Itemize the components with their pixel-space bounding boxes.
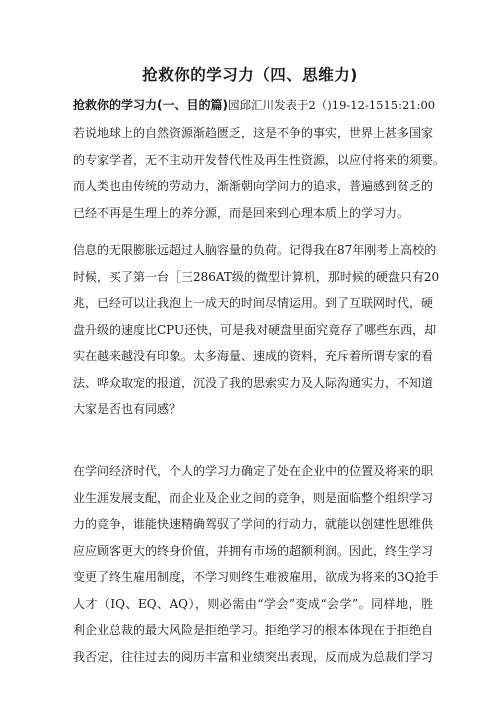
byline <box>73 96 493 113</box>
paragraph-line: 应应顾客更大的终身价值，并拥有市场的超额利润。因此，终生学习 <box>73 543 434 558</box>
paragraph-line: 力的竞争，谁能快速精确驾驭了学问的行动力，就能以创建性思维供 <box>73 517 434 531</box>
paragraph-2 <box>73 237 440 423</box>
author-date: 园邱汇川发表于2（)19-12-1515:21:00 <box>227 98 436 112</box>
paragraph-line: 人才（IQ、EQ、AQ），则必需由“学会”变成“会学”。同样地，胜 <box>73 596 433 611</box>
paragraph-line: 已经不再是生理上的养分源，而是回来到心理本质上的学习力。 <box>73 205 410 220</box>
paragraph-line: 利企业总裁的最大风险是拒绝学习。拒绝学习的根本体现在于拒绝自 <box>73 623 434 637</box>
paragraph-1 <box>73 120 446 226</box>
paragraph-line: 大家是否也有同感？ <box>73 402 182 416</box>
series-subtitle: 抢救你的学习力(一、目的篇) <box>73 98 228 112</box>
paragraph-line: 法、哗众取宠的报道，沉没了我的思索实力及人际沟通实力，不知道 <box>73 375 434 390</box>
paragraph-line: 兆，已经可以让我泡上一成天的时间尽情运用。到了互联网时代，硬 <box>73 296 434 310</box>
document-title: 抢救你的学习力（四、思维力) <box>142 66 358 84</box>
paragraph-line: 我否定，往往过去的阅历丰富和业绩突出表现，反而成为总裁们学习 <box>73 649 434 664</box>
paragraph-line: 业生涯发展支配，而企业及企业之间的竞争，则是面临整个组织学习 <box>73 490 434 505</box>
paragraph-3 <box>73 458 439 670</box>
paragraph-line: 信息的无限膨胀远超过人脑容量的负荷。记得我在87年刚考上高校的 <box>73 243 437 257</box>
paragraph-line: 实在越来越没有印象。太多海量、速成的资料，充斥着所谓专家的看 <box>73 349 434 363</box>
paragraph-line: 的专家学者，无不主动开发替代性及再生性资源，以应付将来的须要。 <box>73 152 446 167</box>
paragraph-line: 若说地球上的自然资源渐趋匮乏，这是不争的事实，世界上甚多国家 <box>73 126 434 140</box>
paragraph-line: 变更了终生雇用制度，不学习则终生难被雇用，欲成为将来的3Q抢手 <box>73 570 439 584</box>
paragraph-line: 在学问经济时代，个人的学习力确定了处在企业中的位置及将来的职 <box>73 464 434 478</box>
paragraph-line: 而人类也由传统的劳动力，渐渐朝向学问力的追求，普遍感到贫乏的 <box>73 179 434 193</box>
paragraph-line: 盘升级的速度比CPU还快，可是我对硬盘里面究竟存了哪些东西，却 <box>73 322 437 337</box>
paragraph-line: 时候，买了第一台［三286AT级的微型计算机，那时候的硬盘只有20 <box>73 269 440 284</box>
